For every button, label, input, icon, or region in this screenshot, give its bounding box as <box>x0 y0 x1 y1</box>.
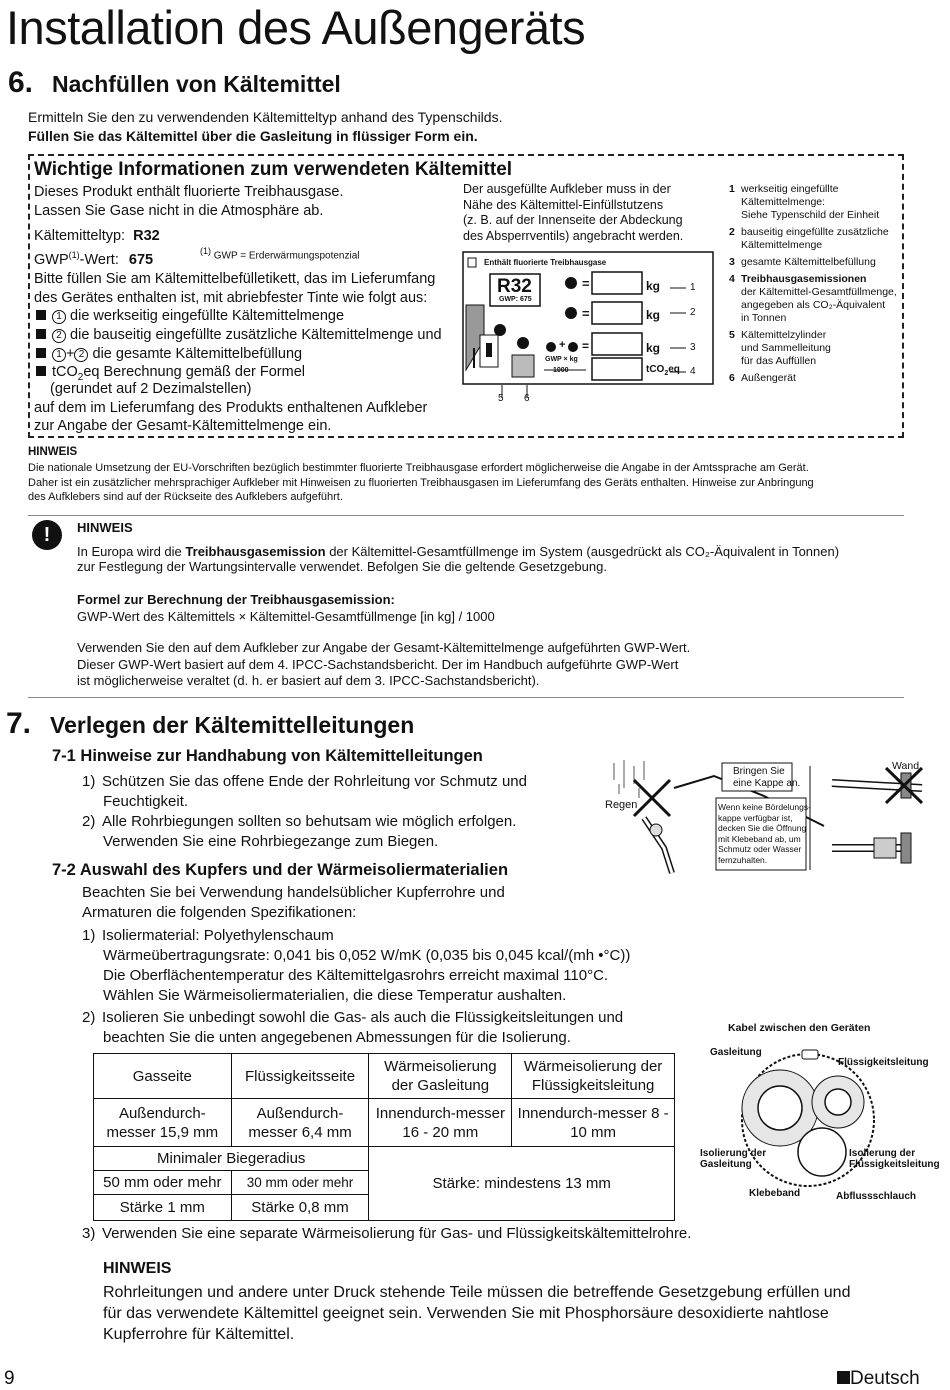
sticker-line: des Absperrventils) angebracht werden. <box>463 228 684 243</box>
legend-num: 5 <box>729 329 735 341</box>
sticker-line: Der ausgefüllte Aufkleber muss in der <box>463 182 671 196</box>
s71-item-1b: Feuchtigkeit. <box>103 793 189 810</box>
fig1-tape-line: fernzuhalten. <box>718 854 768 865</box>
label-circle-2b <box>494 324 506 336</box>
fig2-title: Kabel zwischen den Geräten <box>728 1022 871 1034</box>
legend-text: Treibhausgasemissionen <box>741 273 867 285</box>
s72-intro-1: Beachten Sie bei Verwendung handelsüblicher Kupferrohre und <box>82 884 505 901</box>
section-7-title: Verlegen der Kältemittelleitungen <box>50 712 415 738</box>
table-cell: Außendurch-messer 15,9 mm <box>94 1099 232 1147</box>
fig2-label-line: Flüssigkeitsleitung <box>849 1159 940 1170</box>
fig1-cap-text <box>733 766 800 790</box>
hinweis-2-line1 <box>77 543 839 560</box>
value-box-2 <box>592 302 642 324</box>
language-marker-icon <box>837 1371 850 1384</box>
s72-intro-2: Armaturen die folgenden Spezifikationen: <box>82 904 357 921</box>
label-legend-num-4: 4 <box>690 366 696 377</box>
fig1-tape-line: kappe verfügbar ist, <box>718 812 793 823</box>
bullet-2 <box>36 326 442 345</box>
sticker-line: Nähe des Kältemittel-Einfüllstutzens <box>463 197 664 212</box>
table-row <box>94 1147 675 1171</box>
legend-text: der Kältemittel-Gesamtfüllmenge, <box>741 286 897 298</box>
table-cell: 50 mm oder mehr <box>94 1171 232 1195</box>
table-cell: Innendurch-messer 8 - 10 mm <box>512 1099 675 1147</box>
s72-item-1c: Die Oberflächentemperatur des Kältemittelgasrohrs erreicht maximal 110°C. <box>103 967 609 984</box>
info-box-heading: Wichtige Informationen zum verwendeten Kältemittel <box>34 159 513 180</box>
label-legend-num-3: 3 <box>690 342 696 353</box>
table-cell-bend-radius: Minimaler Biegeradius <box>94 1147 369 1171</box>
final-hinweis-1: Rohrleitungen und andere unter Druck stehende Teile müssen die betreffende Gesetzgebung erfüllen und <box>103 1284 851 1301</box>
formula-title: Formel zur Berechnung der Treibhausgasemission: <box>77 592 395 607</box>
value-box-1 <box>592 272 642 294</box>
legend-num: 4 <box>729 273 735 285</box>
hinweis-2-p2: Dieser GWP-Wert basiert auf dem 4. IPCC-Sachstandsbericht. Der im Handbuch aufgeführte GWP-Wert <box>77 657 679 672</box>
sticker-line: (z. B. auf der Innenseite der Abdeckung <box>463 213 683 227</box>
section-7-number: 7. <box>6 707 32 740</box>
hinweis-1-line3: des Aufklebers sind auf der Rückseite des Aufklebers aufgeführt. <box>28 491 343 503</box>
value-box-4 <box>592 358 642 380</box>
legend-text: bauseitig eingefüllte zusätzliche <box>741 226 889 238</box>
circle-1b: 1 <box>52 348 66 362</box>
table-cell: 30 mm oder mehr <box>231 1171 369 1195</box>
gwp-footnote-sup: (1) <box>200 246 211 256</box>
section-7-1-heading: 7-1 Hinweise zur Handhabung von Kältemittelleitungen <box>52 747 483 765</box>
refrigerant-type-label: Kältemitteltyp: <box>34 228 126 244</box>
insulation-table <box>93 1053 675 1221</box>
legend-num: 2 <box>729 226 735 238</box>
label-1000: 1000 <box>553 367 569 374</box>
label-bottom-num-5: 5 <box>498 393 504 404</box>
value-box-3 <box>592 333 642 355</box>
rain-icon <box>614 760 644 798</box>
label-gwp: GWP: 675 <box>499 296 532 303</box>
fig2-label-line: Isolierung der <box>849 1148 916 1159</box>
table-cell: Innendurch-messer 16 - 20 mm <box>369 1099 512 1147</box>
s72-item-2-num: 2) <box>82 1009 96 1026</box>
legend-item <box>729 329 899 368</box>
end-line-2: zur Angabe der Gesamt-Kältemittelmenge ein. <box>34 418 332 434</box>
refrigerant-type-value: R32 <box>133 228 160 244</box>
legend-item <box>729 372 899 385</box>
bullet-3 <box>36 345 302 364</box>
liquid-pipe <box>825 1089 851 1115</box>
end-line-1: auf dem im Lieferumfang des Produkts enthaltenen Aufkleber <box>34 400 428 416</box>
bullet-4-tco: tCO <box>52 364 78 380</box>
s72-item-1-text: Isoliermaterial: Polyethylenschaum <box>102 927 334 944</box>
table-cell: Außendurch-messer 6,4 mm <box>231 1099 369 1147</box>
s72-item-1b: Wärmeübertragungsrate: 0,041 bis 0,052 W/mK (0,035 bis 0,045 kcal/(mh •°C)) <box>103 947 631 964</box>
fig2-gas-label: Gasleitung <box>710 1047 762 1058</box>
s72-item-3-text: Verwenden Sie eine separate Wärmeisolierung für Gas- und Flüssigkeitskältemittelrohre. <box>102 1225 692 1242</box>
gwp-footnote-text: GWP = Erderwärmungspotenzial <box>213 250 360 262</box>
s71-item-2 <box>82 812 516 832</box>
legend-item <box>729 226 899 252</box>
label-tco2: tCO <box>646 364 665 375</box>
legend-text: werkseitig eingefüllte <box>741 183 839 195</box>
legend-num: 1 <box>729 183 735 195</box>
legend-num: 6 <box>729 372 735 384</box>
label-kg-1: kg <box>646 279 661 293</box>
legend-text: Kältemittelzylinder <box>741 329 827 341</box>
s72-item-1 <box>82 926 334 946</box>
section-6-line2: Füllen Sie das Kältemittel über die Gasleitung in flüssiger Form ein. <box>28 128 478 144</box>
gwp-value: 675 <box>128 251 154 268</box>
label-num-1: 1 <box>576 276 584 292</box>
tape-icon <box>874 838 896 858</box>
section-7-heading <box>6 707 414 741</box>
fig1-tape-line: mit Klebeband ab, um <box>718 833 801 844</box>
info-line1: Dieses Produkt enthält fluorierte Treibhausgase. <box>34 184 344 200</box>
drain-hose <box>798 1128 846 1176</box>
fig2-gas-insulation-label <box>700 1148 766 1170</box>
s72-item-3 <box>82 1224 691 1244</box>
book-icon <box>468 258 476 267</box>
table-header-gas: Gasseite <box>94 1054 232 1099</box>
legend-text: angegeben als CO₂-Äquivalent <box>741 299 886 311</box>
hinweis-2-line2: zur Festlegung der Wartungsintervalle verwendet. Befolgen Sie die geltende Gesetzgebung. <box>77 559 607 574</box>
fig2-liquid-insulation-label <box>849 1148 940 1170</box>
divider-top <box>28 515 904 516</box>
gwp-label: GWP <box>34 251 69 268</box>
table-row <box>94 1054 675 1099</box>
fig1-tape-line: Wenn keine Bördelungs- <box>718 802 811 812</box>
circle-1: 1 <box>52 310 66 324</box>
s72-item-3-num: 3) <box>82 1225 96 1242</box>
table-cell: Stärke 1 mm <box>94 1195 232 1221</box>
section-6-number: 6. <box>8 66 34 99</box>
label-kg-2: kg <box>646 308 661 322</box>
bullet-4-text: eq Berechnung gemäß der Formel <box>83 364 305 380</box>
fig1-tape-line: decken Sie die Öffnung <box>718 823 807 833</box>
fig2-label-line: Gasleitung <box>700 1159 752 1170</box>
fig1-wall-label: Wand <box>892 760 920 772</box>
final-hinweis-2: für das verwendete Kältemittel geeignet sein. Verwenden Sie mit Phosphorsäure desoxidierte nahtlose <box>103 1305 829 1322</box>
refrigerant-label-diagram <box>462 250 717 408</box>
fig1-rain-label: Regen <box>605 799 638 811</box>
s72-item-2b: beachten Sie die unten angegebenen Abmessungen für die Isolierung. <box>103 1029 571 1046</box>
outdoor-unit-icon <box>512 355 534 377</box>
page-title: Installation des Außengeräts <box>6 1 586 54</box>
sticker-instruction <box>463 182 683 244</box>
legend-text: Kältemittelmenge <box>741 239 823 251</box>
legend-text: gesamte Kältemittelbefüllung <box>741 256 876 268</box>
legend-num: 3 <box>729 256 735 268</box>
legend-item <box>729 273 899 325</box>
bullet-2-text: die bauseitig eingefüllte zusätzliche Kältemittelmenge und <box>70 327 442 343</box>
gwp-sup: (1) <box>68 250 80 260</box>
s71-item-1 <box>82 772 527 792</box>
bullet-4-rounding: (gerundet auf 2 Dezimalstellen) <box>50 381 252 397</box>
fig2-liquid-label: Flüssigkeitsleitung <box>838 1057 929 1068</box>
hinweis-2-l1c: der Kältemittel-Gesamtfüllmenge im System (ausgedrückt als CO₂-Äquivalent in Tonnen) <box>325 544 840 559</box>
bullet-1 <box>36 307 344 326</box>
s72-item-1d: Wählen Sie Wärmeisoliermaterialien, die diese Temperatur aushalten. <box>103 987 567 1004</box>
fig1-tape-text <box>718 802 811 865</box>
s71-item-2b: Verwenden Sie eine Rohrbiegezange zum Biegen. <box>103 833 439 850</box>
page-number: 9 <box>4 1368 15 1389</box>
hinweis-1-line1: Die nationale Umsetzung der EU-Vorschriften bezüglich bestimmter fluorierte Treibhausgase erfordert möglicherweise die Angabe in der Amtssprache am Gerät. <box>28 462 809 474</box>
table-header-liquid: Flüssigkeitsseite <box>231 1054 369 1099</box>
hinweis-2-title: HINWEIS <box>77 520 133 535</box>
fig1-tape-line: Schmutz oder Wasser <box>718 844 802 854</box>
fig2-tape-label: Klebeband <box>749 1188 801 1199</box>
legend-text: Kältemittelmenge: <box>741 196 826 208</box>
label-eq-2: = <box>582 306 590 321</box>
legend-text: Außengerät <box>741 372 796 384</box>
warning-icon: ! <box>32 520 62 550</box>
cable <box>802 1050 818 1059</box>
s72-item-1-num: 1) <box>82 927 96 944</box>
final-hinweis-title: HINWEIS <box>103 1260 172 1277</box>
fig1-cap-line: eine Kappe an. <box>733 778 801 789</box>
formula: GWP-Wert des Kältemittels × Kältemittel-Gesamtfüllmenge [in kg] / 1000 <box>77 609 495 624</box>
hinweis-2-l1a: In Europa wird die <box>77 544 186 559</box>
circle-2: 2 <box>52 329 66 343</box>
section-6-line1: Ermitteln Sie den zu verwendenden Kältemitteltyp anhand des Typenschilds. <box>28 109 503 125</box>
hinweis-1-line2: Daher ist ein zusätzlicher mehrsprachiger Aufkleber mit Hinweisen zu fluorierten Treibhausgasen im Lieferumfang des Geräts enthalten. Hinweise zur Anbringung <box>28 477 814 489</box>
info-line2: Lassen Sie Gase nicht in die Atmosphäre ab. <box>34 203 324 219</box>
table-cell-thickness: Stärke: mindestens 13 mm <box>369 1147 675 1221</box>
label-circle-1b <box>517 337 529 349</box>
table-row <box>94 1099 675 1147</box>
fig1-cap-line: Bringen Sie <box>733 766 785 777</box>
final-hinweis-3: Kupferrohre für Kältemittel. <box>103 1326 295 1343</box>
legend-item <box>729 183 899 222</box>
fill-instruction-2: des Gerätes enthalten ist, mit abriebfester Tinte wie folgt aus: <box>34 290 428 306</box>
bullet-4-sub: 2 <box>77 371 84 383</box>
table-cell: Stärke 0,8 mm <box>231 1195 369 1221</box>
label-tco2-sub: 2 <box>664 370 669 377</box>
legend-item <box>729 256 899 269</box>
section-6-heading <box>8 66 341 100</box>
hinweis-1-title: HINWEIS <box>28 446 78 458</box>
gwp-label-b: -Wert: <box>79 251 119 268</box>
refrigerant-type-row <box>34 227 160 246</box>
language-footer <box>837 1368 920 1390</box>
gwp-row <box>34 246 153 270</box>
label-legend <box>729 183 899 385</box>
label-r32: R32 <box>497 276 532 297</box>
label-header-text: Enthält fluorierte Treibhausgase <box>484 258 607 267</box>
language-label: Deutsch <box>850 1368 920 1389</box>
s71-item-2-num: 2) <box>82 813 96 830</box>
label-gwp-x-kg: GWP × kg <box>545 356 578 363</box>
label-plus: + <box>559 339 566 351</box>
label-bottom-num-6: 6 <box>524 393 530 404</box>
label-legend-num-2: 2 <box>690 307 696 318</box>
bullet-1-text: die werkseitig eingefüllte Kältemittelmenge <box>70 308 345 324</box>
s72-item-2-text: Isolieren Sie unbedingt sowohl die Gas- als auch die Flüssigkeitsleitungen und <box>102 1009 624 1026</box>
label-num-2: 2 <box>576 306 584 322</box>
hinweis-2-p1: Verwenden Sie den auf dem Aufkleber zur Angabe der Gesamt-Kältemittelmenge aufgeführten GWP-Wert. <box>77 640 691 655</box>
label-tco2-eq: eq <box>668 364 680 375</box>
hinweis-2-p3: ist möglicherweise veraltet (d. h. er basiert auf dem 3. IPCC-Sachstandsbericht). <box>77 673 540 688</box>
fill-instruction-1: Bitte füllen Sie am Kältemittelbefülletikett, das im Lieferumfang <box>34 271 436 287</box>
fig2-drain-label: Abflussschlauch <box>836 1191 917 1202</box>
s71-item-1-text: Schützen Sie das offene Ende der Rohrleitung vor Schmutz und <box>102 773 527 790</box>
s72-item-2 <box>82 1008 623 1028</box>
circle-2b: 2 <box>74 348 88 362</box>
gas-pipe <box>758 1086 802 1130</box>
bullet-3-text: die gesamte Kältemittelbefüllung <box>92 346 303 362</box>
legend-text: Siehe Typenschild der Einheit <box>741 209 880 221</box>
hinweis-2-l1b: Treibhausgasemission <box>185 544 326 559</box>
plus-sign: + <box>66 346 75 362</box>
legend-text: und Sammelleitung <box>741 342 831 354</box>
label-legend-num-1: 1 <box>690 282 696 293</box>
label-kg-3: kg <box>646 341 661 355</box>
s71-item-2-text: Alle Rohrbiegungen sollten so behutsam wie möglich erfolgen. <box>102 813 517 830</box>
legend-text: in Tonnen <box>741 312 787 324</box>
s71-item-1-num: 1) <box>82 773 96 790</box>
table-header-gas-insulation: Wärmeisolierung der Gasleitung <box>369 1054 512 1099</box>
label-eq-3: = <box>582 339 590 353</box>
label-eq-1: = <box>582 276 590 291</box>
section-7-2-heading: 7-2 Auswahl des Kupfers und der Wärmeisoliermaterialien <box>52 861 509 879</box>
section-6-title: Nachfüllen von Kältemittel <box>52 71 341 97</box>
fig2-label-line: Isolierung der <box>700 1148 767 1159</box>
divider-bottom <box>28 697 904 698</box>
legend-text: für das Auffüllen <box>741 355 817 367</box>
gwp-footnote <box>200 246 360 261</box>
table-header-liquid-insulation: Wärmeisolierung der Flüssigkeitsleitung <box>512 1054 675 1099</box>
label-tco2eq <box>646 364 680 377</box>
